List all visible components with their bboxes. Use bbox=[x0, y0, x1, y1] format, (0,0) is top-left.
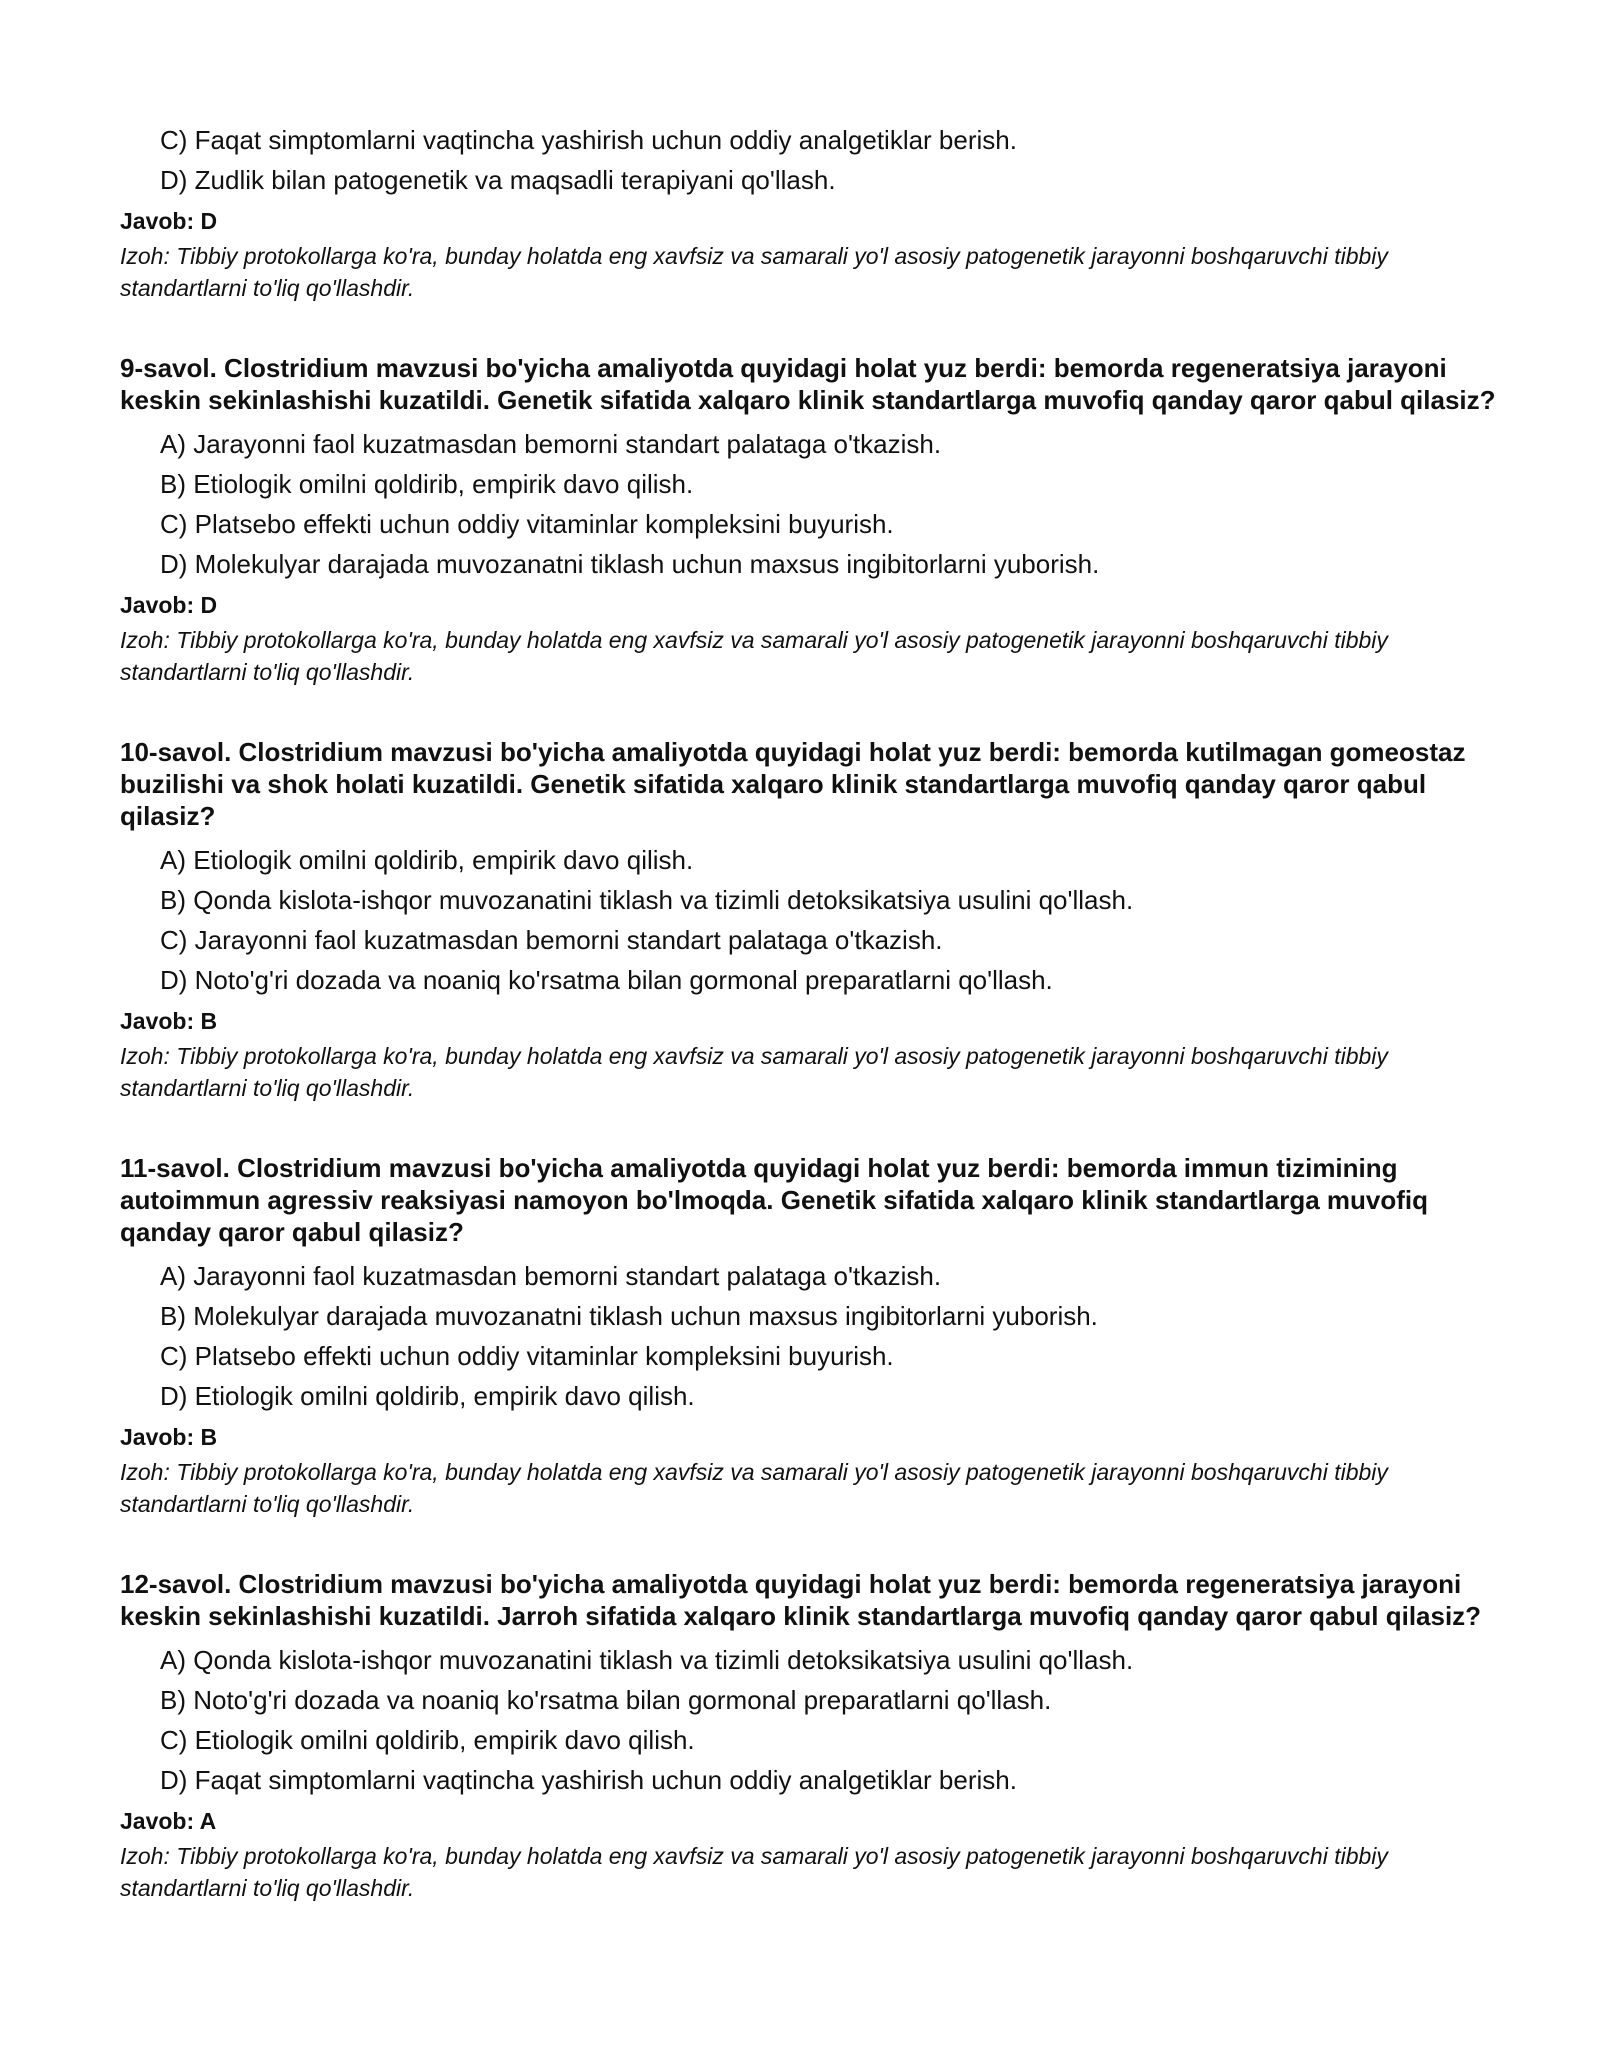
explanation-note: Izoh: Tibbiy protokollarga ko'ra, bunday holatda eng xavfsiz va samarali yo'l asosiy patogenetik jarayonni boshqaruvchi tibbiy standartlarni to'liq qo'llashdir. bbox=[120, 1043, 1388, 1101]
answer-option: B) Molekulyar darajada muvozanatni tiklash uchun maxsus ingibitorlarni yuborish. bbox=[160, 1301, 1098, 1331]
correct-answer: Javob: B bbox=[120, 1008, 218, 1034]
question-title: 12-savol. Clostridium mavzusi bo'yicha amaliyotda quyidagi holat yuz berdi: bemorda regeneratsiya jarayoni keskin sekinlashishi kuzatildi. Jarroh sifatida xalqaro klinik standartlarga muvofiq qanday qaror qabul qilasiz? bbox=[120, 1569, 1482, 1631]
answer-option: A) Jarayonni faol kuzatmasdan bemorni standart palataga o'tkazish. bbox=[160, 1261, 942, 1291]
answer-option: B) Etiologik omilni qoldirib, empirik davo qilish. bbox=[160, 469, 694, 499]
answer-option: A) Qonda kislota-ishqor muvozanatini tiklash va tizimli detoksikatsiya usulini qo'llash. bbox=[160, 1645, 1134, 1675]
correct-answer: Javob: B bbox=[120, 1424, 218, 1450]
answer-option: D) Noto'g'ri dozada va noaniq ko'rsatma bilan gormonal preparatlarni qo'llash. bbox=[160, 965, 1053, 995]
answer-option: C) Jarayonni faol kuzatmasdan bemorni standart palataga o'tkazish. bbox=[160, 925, 943, 955]
question-9 bbox=[120, 352, 1500, 688]
answer-option: C) Etiologik omilni qoldirib, empirik davo qilish. bbox=[160, 1725, 695, 1755]
answer-option: A) Etiologik omilni qoldirib, empirik davo qilish. bbox=[160, 845, 694, 875]
question-12 bbox=[120, 1568, 1500, 1904]
correct-answer: Javob: D bbox=[120, 592, 218, 618]
answer-option: C) Platsebo effekti uchun oddiy vitaminlar kompleksini buyurish. bbox=[160, 1341, 894, 1371]
answer-option: D) Molekulyar darajada muvozanatni tiklash uchun maxsus ingibitorlarni yuborish. bbox=[160, 549, 1100, 579]
question-title: 9-savol. Clostridium mavzusi bo'yicha amaliyotda quyidagi holat yuz berdi: bemorda regeneratsiya jarayoni keskin sekinlashishi kuzatildi. Genetik sifatida xalqaro klinik standartlarga muvofiq qanday qaror qabul qilasiz? bbox=[120, 353, 1496, 415]
answer-option: B) Qonda kislota-ishqor muvozanatini tiklash va tizimli detoksikatsiya usulini qo'llash. bbox=[160, 885, 1134, 915]
question-title: 10-savol. Clostridium mavzusi bo'yicha amaliyotda quyidagi holat yuz berdi: bemorda kutilmagan gomeostaz buzilishi va shok holati kuzatildi. Genetik sifatida xalqaro klinik standartlarga muvofiq qanday qaror qabul qilasiz? bbox=[120, 737, 1466, 831]
answer-option: D) Faqat simptomlarni vaqtincha yashirish uchun oddiy analgetiklar berish. bbox=[160, 1765, 1017, 1795]
explanation-note: Izoh: Tibbiy protokollarga ko'ra, bunday holatda eng xavfsiz va samarali yo'l asosiy patogenetik jarayonni boshqaruvchi tibbiy standartlarni to'liq qo'llashdir. bbox=[120, 1843, 1388, 1901]
answer-option: B) Noto'g'ri dozada va noaniq ko'rsatma bilan gormonal preparatlarni qo'llash. bbox=[160, 1685, 1052, 1715]
explanation-note: Izoh: Tibbiy protokollarga ko'ra, bunday holatda eng xavfsiz va samarali yo'l asosiy patogenetik jarayonni boshqaruvchi tibbiy standartlarni to'liq qo'llashdir. bbox=[120, 627, 1388, 685]
answer-option: D) Etiologik omilni qoldirib, empirik davo qilish. bbox=[160, 1381, 695, 1411]
question-10 bbox=[120, 736, 1500, 1104]
question-11 bbox=[120, 1152, 1500, 1520]
answer-option: C) Platsebo effekti uchun oddiy vitaminlar kompleksini buyurish. bbox=[160, 509, 894, 539]
question-title: 11-savol. Clostridium mavzusi bo'yicha amaliyotda quyidagi holat yuz berdi: bemorda immun tizimining autoimmun agressiv reaksiyasi namoyon bo'lmoqda. Genetik sifatida xalqaro klinik standartlarga muvofiq qanday qaror qabul qilasiz? bbox=[120, 1153, 1429, 1247]
explanation-note: Izoh: Tibbiy protokollarga ko'ra, bunday holatda eng xavfsiz va samarali yo'l asosiy patogenetik jarayonni boshqaruvchi tibbiy standartlarni to'liq qo'llashdir. bbox=[120, 1459, 1388, 1517]
answer-option: D) Zudlik bilan patogenetik va maqsadli terapiyani qo'llash. bbox=[160, 165, 836, 195]
answer-option: A) Jarayonni faol kuzatmasdan bemorni standart palataga o'tkazish. bbox=[160, 429, 942, 459]
answer-option: C) Faqat simptomlarni vaqtincha yashirish uchun oddiy analgetiklar berish. bbox=[160, 125, 1017, 155]
question-8-fragment bbox=[120, 120, 1500, 304]
correct-answer: Javob: D bbox=[120, 208, 218, 234]
explanation-note: Izoh: Tibbiy protokollarga ko'ra, bunday holatda eng xavfsiz va samarali yo'l asosiy patogenetik jarayonni boshqaruvchi tibbiy standartlarni to'liq qo'llashdir. bbox=[120, 243, 1388, 301]
correct-answer: Javob: A bbox=[120, 1808, 217, 1834]
